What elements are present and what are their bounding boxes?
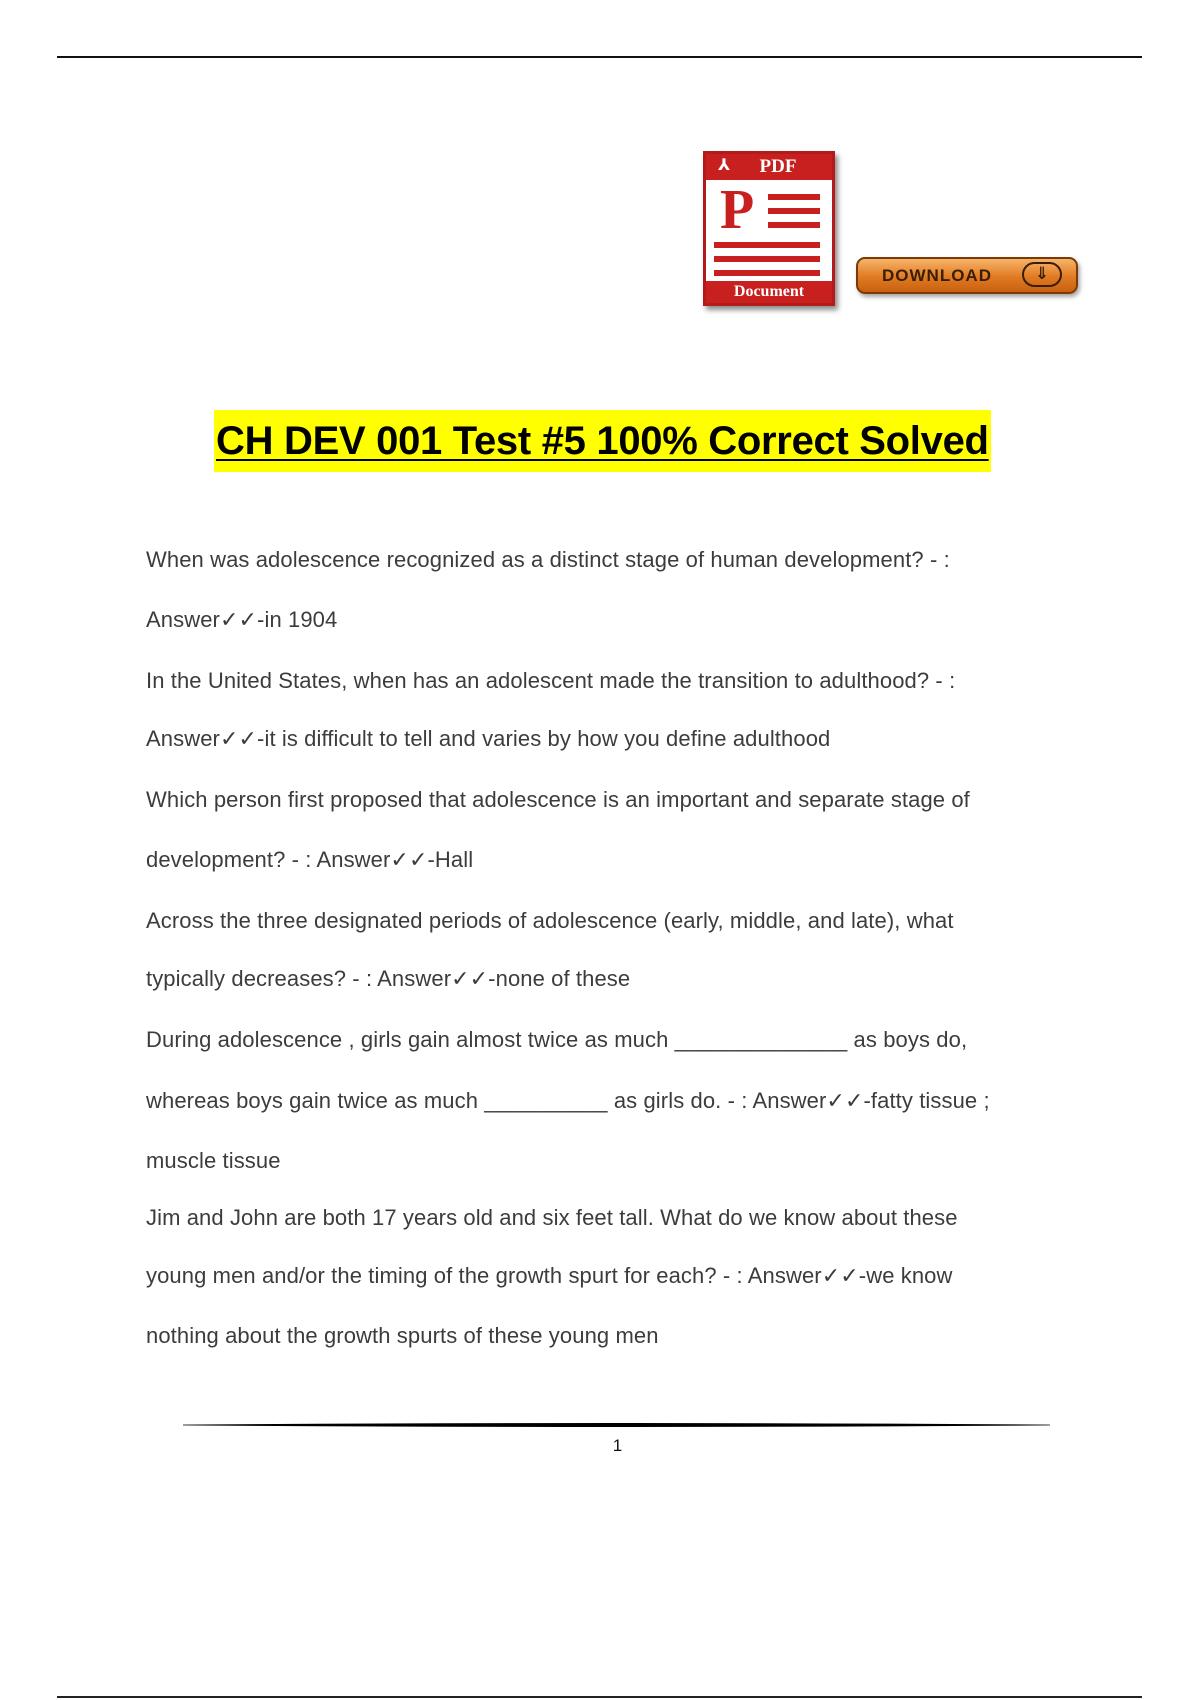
pdf-icon-line	[768, 194, 820, 200]
answer-line: young men and/or the timing of the growth spurt for each? - : Answer✓✓-we know	[146, 1263, 953, 1288]
answer-line: muscle tissue	[146, 1148, 281, 1173]
question-line: When was adolescence recognized as a distinct stage of human development? - :	[146, 547, 950, 572]
download-arrow-icon: ⇓	[1022, 262, 1062, 287]
pdf-icon-line	[768, 208, 820, 214]
question-line: In the United States, when has an adolescent made the transition to adulthood? - :	[146, 668, 956, 693]
pdf-icon-line	[714, 256, 820, 262]
page-number: 1	[612, 1436, 623, 1455]
answer-line: typically decreases? - : Answer✓✓-none of these	[146, 966, 631, 991]
question-line: Across the three designated periods of adolescence (early, middle, and late), what	[146, 908, 954, 933]
answer-line: nothing about the growth spurts of these young men	[146, 1323, 659, 1348]
acrobat-icon: ⅄	[718, 157, 731, 174]
download-button-label: DOWNLOAD	[882, 266, 992, 285]
pdf-document-icon[interactable]	[703, 151, 835, 306]
top-rule	[57, 56, 1142, 58]
pdf-icon-line	[714, 242, 820, 248]
bottom-rule	[57, 1696, 1142, 1698]
question-line: Jim and John are both 17 years old and six feet tall. What do we know about these	[146, 1205, 958, 1230]
answer-line: Answer✓✓-it is difficult to tell and varies by how you define adulthood	[146, 726, 831, 751]
pdf-icon-line	[714, 270, 820, 276]
pdf-icon-line	[768, 222, 820, 228]
answer-line: whereas boys gain twice as much __________ as girls do. - : Answer✓✓-fatty tissue ;	[146, 1088, 990, 1113]
question-line: During adolescence , girls gain almost twice as much ______________ as boys do,	[146, 1027, 968, 1052]
footer-rule	[183, 1422, 1050, 1428]
download-button[interactable]	[856, 257, 1078, 294]
question-line: Which person first proposed that adolescence is an important and separate stage of	[146, 787, 970, 812]
answer-line: development? - : Answer✓✓-Hall	[146, 847, 474, 872]
document-title: CH DEV 001 Test #5 100% Correct Solved	[214, 410, 991, 472]
pdf-icon-header	[706, 154, 832, 180]
pdf-icon-header-text: PDF	[759, 156, 797, 177]
pdf-icon-footer: Document	[706, 281, 832, 303]
answer-line: Answer✓✓-in 1904	[146, 607, 338, 632]
pdf-icon-letter: P	[720, 179, 755, 241]
